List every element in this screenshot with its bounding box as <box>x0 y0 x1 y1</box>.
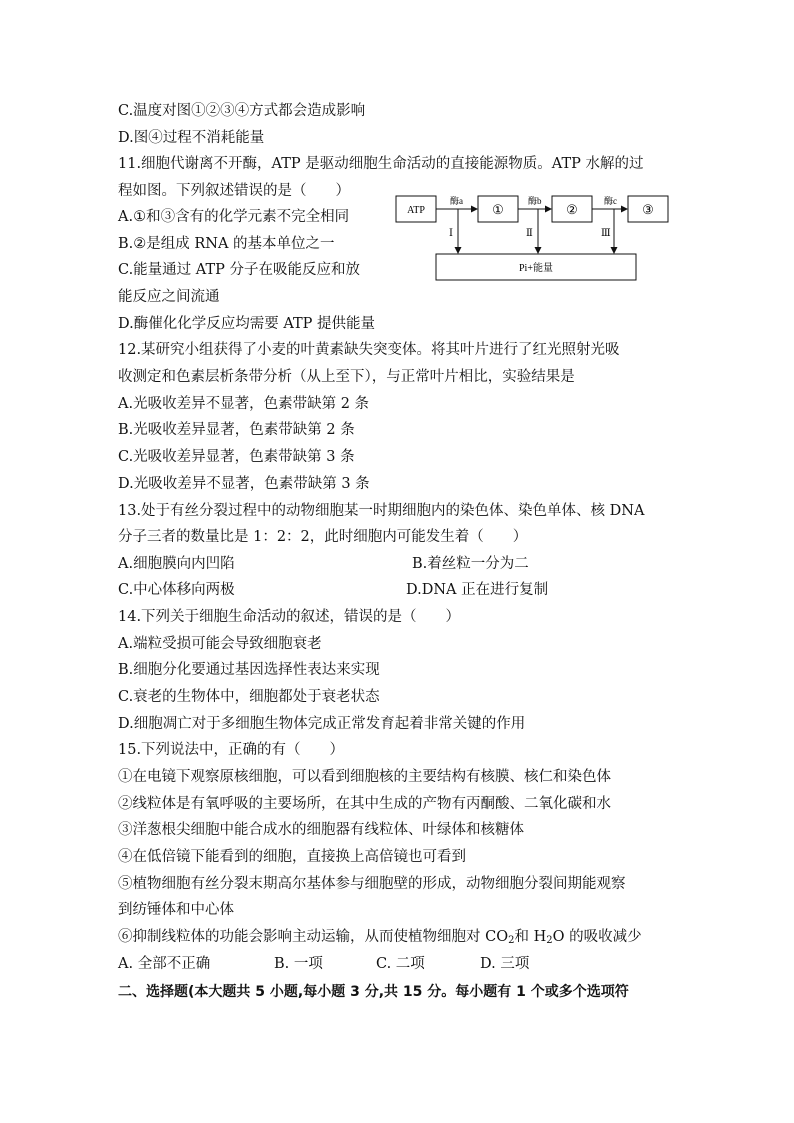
q15-statement-2: ②线粒体是有氧呼吸的主要场所，在其中生成的产物有丙酮酸、二氧化碳和水 <box>118 796 611 812</box>
q15-statement-3: ③洋葱根尖细胞中能合成水的细胞器有线粒体、叶绿体和核糖体 <box>118 822 524 838</box>
q15-statement-6-text-b: 和 H <box>514 929 547 945</box>
h2o-subscript: 2 <box>546 935 553 946</box>
q11-option-b: B.②是组成 RNA 的基本单位之一 <box>118 236 335 252</box>
q14-stem: 14.下列关于细胞生命活动的叙述，错误的是（ ） <box>118 609 461 625</box>
atp-label: ATP <box>407 205 425 216</box>
q11-option-c-line2: 能反应之间流通 <box>118 289 220 305</box>
enzyme-c-label: 酶c <box>604 196 617 206</box>
q15-statement-5-line1: ⑤植物细胞有丝分裂末期高尔基体参与细胞壁的形成，动物细胞分裂间期能观察 <box>118 876 626 892</box>
atp-hydrolysis-diagram <box>392 188 682 284</box>
q14-option-d: D.细胞凋亡对于多细胞生物体完成正常发育起着非常关键的作用 <box>118 716 526 732</box>
q13-option-b: B.着丝粒一分为二 <box>412 556 529 572</box>
q12-option-d: D.光吸收差异不显著，色素带缺第 3 条 <box>118 476 370 492</box>
q15-statement-6-text-c: O 的吸收减少 <box>552 929 642 945</box>
q12-option-c: C.光吸收差异显著，色素带缺第 3 条 <box>118 449 355 465</box>
q12-option-a: A.光吸收差异不显著，色素带缺第 2 条 <box>118 396 370 412</box>
product3-label: ③ <box>642 202 654 217</box>
q15-option-b: B. 一项 <box>274 956 323 972</box>
q15-statement-6 <box>118 927 642 951</box>
q13-stem-line1: 13.处于有丝分裂过程中的动物细胞某一时期细胞内的染色体、染色单体、核 DNA <box>118 503 645 519</box>
q14-option-b: B.细胞分化要通过基因选择性表达来实现 <box>118 662 380 678</box>
pi-energy-label: Pi+能量 <box>519 263 553 274</box>
q11-option-a: A.①和③含有的化学元素不完全相同 <box>118 209 350 225</box>
q15-statement-5-line2: 到纺锤体和中心体 <box>118 902 234 918</box>
q13-option-a: A.细胞膜向内凹陷 <box>118 556 235 572</box>
q15-statement-4: ④在低倍镜下能看到的细胞，直接换上高倍镜也可看到 <box>118 849 466 865</box>
q15-statement-6-text-a: ⑥抑制线粒体的功能会影响主动运输，从而使植物细胞对 CO <box>118 929 509 945</box>
q13-stem-line2: 分子三者的数量比是 1：2：2，此时细胞内可能发生着（ ） <box>118 529 528 545</box>
section-2-heading: 二、选择题(本大题共 5 小题,每小题 3 分,共 15 分。每小题有 1 个或多个选项符 <box>118 984 629 1000</box>
product2-label: ② <box>566 202 578 217</box>
q15-stem: 15.下列说法中，正确的有（ ） <box>118 742 345 758</box>
q10-option-c: C.温度对图①②③④方式都会造成影响 <box>118 103 366 119</box>
enzyme-b-label: 酶b <box>528 196 542 206</box>
q11-stem-line2: 程如图。下列叙述错误的是（ ） <box>118 183 350 199</box>
q12-stem-line2: 收测定和色素层析条带分析（从上至下），与正常叶片相比，实验结果是 <box>118 369 575 385</box>
enzyme-a-label: 酶a <box>450 196 463 206</box>
reaction-1-label: Ⅰ <box>449 228 453 239</box>
co2-subscript: 2 <box>508 935 515 946</box>
q14-option-c: C.衰老的生物体中，细胞都处于衰老状态 <box>118 689 380 705</box>
q14-option-a: A.端粒受损可能会导致细胞衰老 <box>118 636 322 652</box>
product1-label: ① <box>492 202 504 217</box>
q11-option-d: D.酶催化化学反应均需要 ATP 提供能量 <box>118 316 376 332</box>
q10-option-d: D.图④过程不消耗能量 <box>118 130 265 146</box>
q13-option-c: C.中心体移向两极 <box>118 582 235 598</box>
q12-option-b: B.光吸收差异显著，色素带缺第 2 条 <box>118 422 355 438</box>
q11-stem-line1: 11.细胞代谢离不开酶，ATP 是驱动细胞生命活动的直接能源物质。ATP 水解的过 <box>118 156 644 172</box>
q11-option-c-line1: C.能量通过 ATP 分子在吸能反应和放 <box>118 262 361 278</box>
q15-option-a: A. 全部不正确 <box>118 956 211 972</box>
q15-option-d: D. 三项 <box>480 956 530 972</box>
q13-option-d: D.DNA 正在进行复制 <box>406 582 549 598</box>
reaction-3-label: Ⅲ <box>601 228 611 239</box>
reaction-2-label: Ⅱ <box>526 228 533 239</box>
q15-statement-1: ①在电镜下观察原核细胞，可以看到细胞核的主要结构有核膜、核仁和染色体 <box>118 769 611 785</box>
q12-stem-line1: 12.某研究小组获得了小麦的叶黄素缺失突变体。将其叶片进行了红光照射光吸 <box>118 342 620 358</box>
q15-option-c: C. 二项 <box>376 956 425 972</box>
